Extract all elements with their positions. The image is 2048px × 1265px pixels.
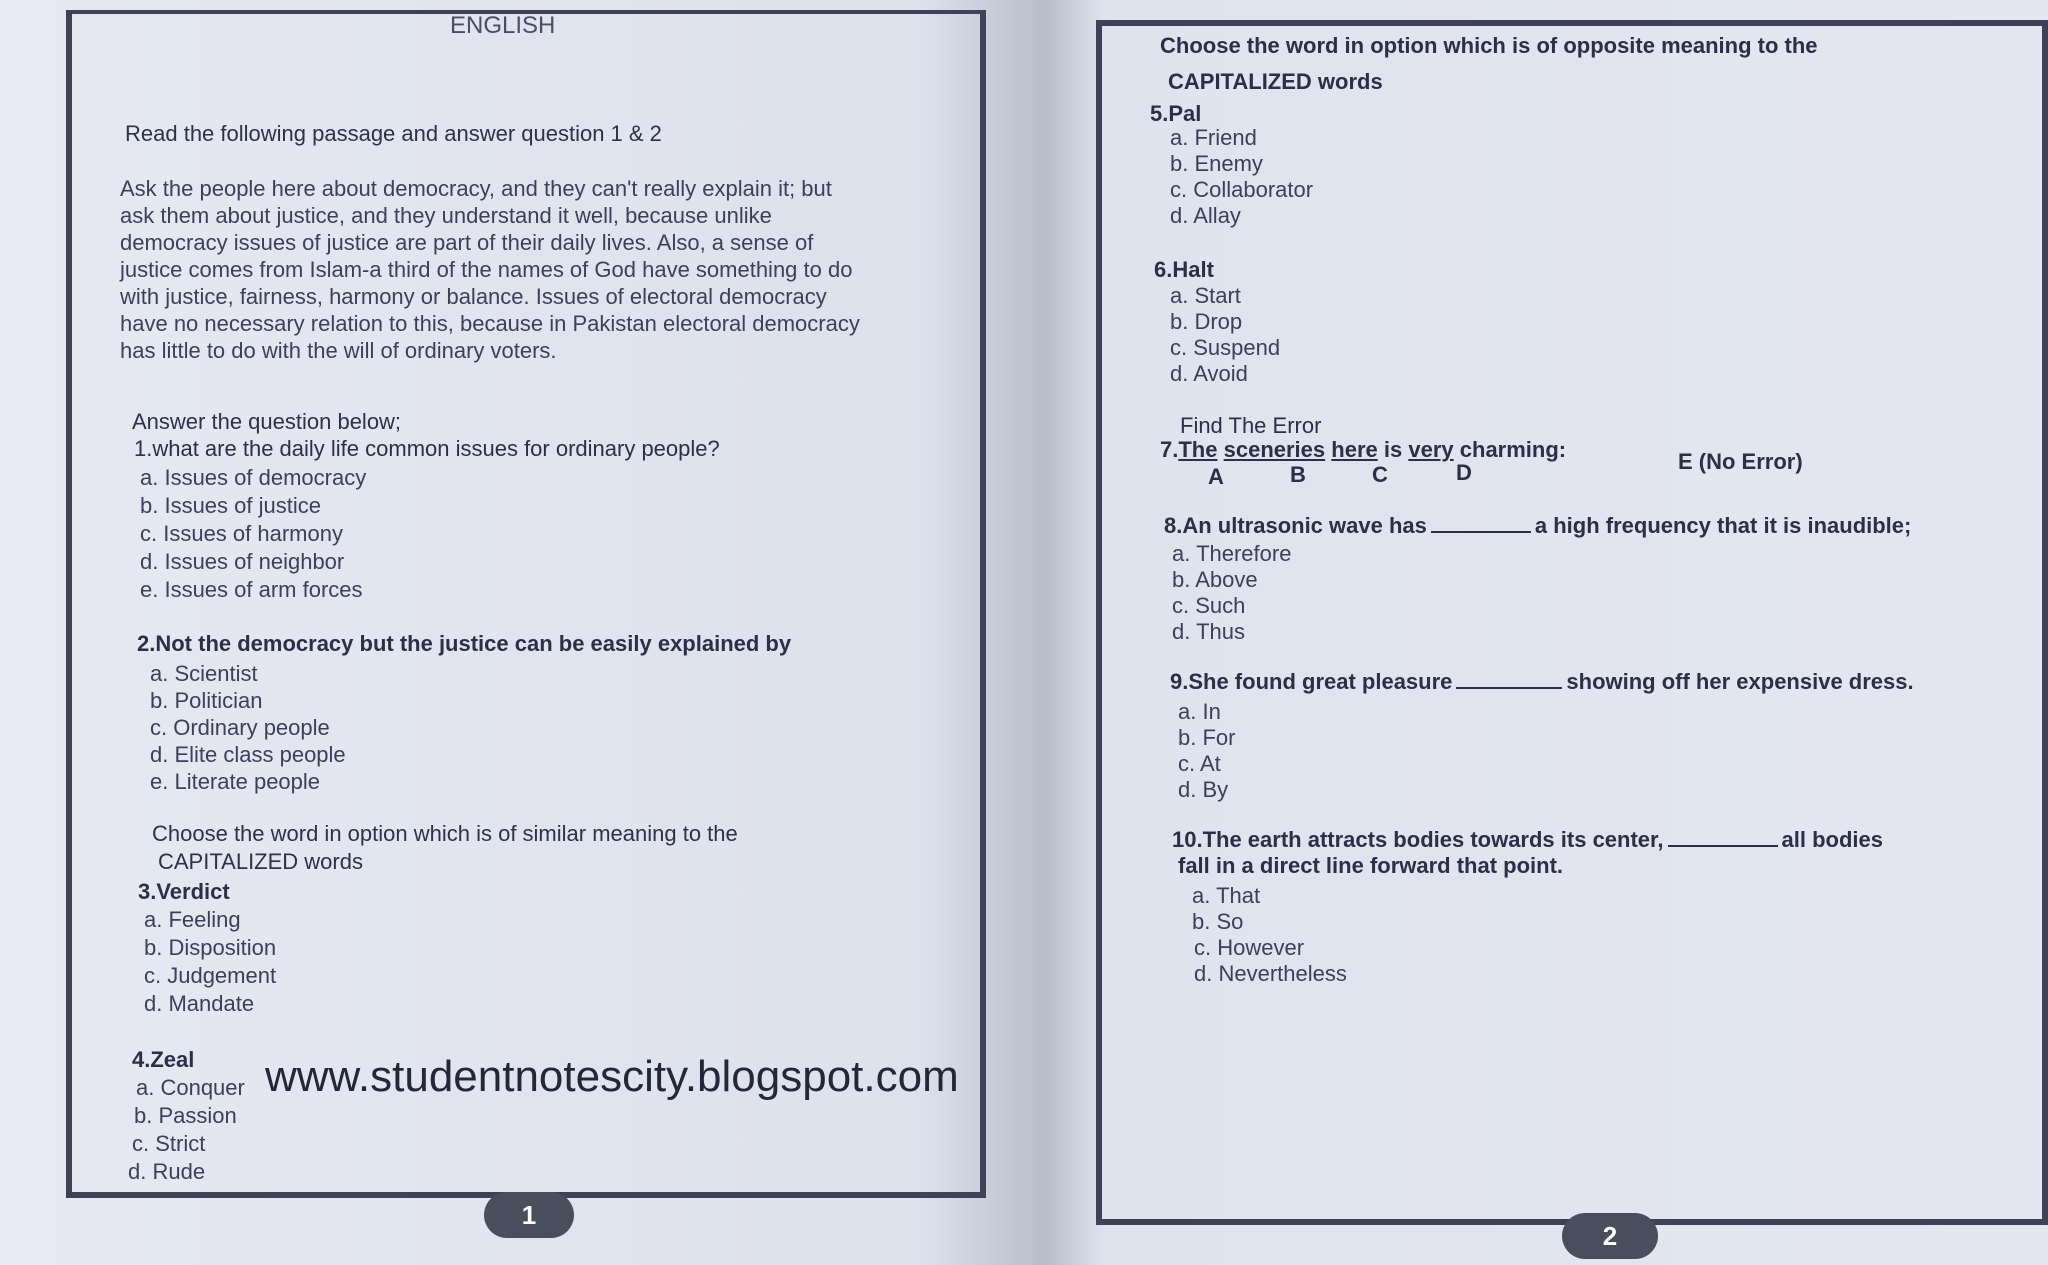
q1-option-c: c. Issues of harmony [140,521,343,546]
q4-option-a: a. Conquer [136,1075,245,1100]
q9-blank [1456,687,1562,689]
q5-option-c: c. Collaborator [1170,177,1314,202]
q2-option-c: c. Ordinary people [150,715,330,740]
q10-option-a: a. That [1192,883,1261,908]
q5-option-d: d. Allay [1170,203,1241,228]
q8-option-d: d. Thus [1172,619,1245,644]
q1-option-b: b. Issues of justice [140,493,321,518]
q5-option-a: a. Friend [1170,125,1257,150]
similar-instruction-line2: CAPITALIZED words [158,849,363,874]
q6-option-c: c. Suspend [1170,335,1281,360]
passage-line: ask them about justice, and they understand it well, because unlike [120,203,772,228]
q2-option-b: b. Politician [150,688,263,713]
question-1: 1.what are the daily life common issues for ordinary people? [134,436,720,461]
q2-option-e: e. Literate people [150,769,321,794]
q10-part2: all bodies [1781,827,1883,852]
q9-part2: showing off her expensive dress. [1566,669,1914,694]
passage-line: have no necessary relation to this, because in Pakistan electoral democracy [120,311,860,336]
q7-letter-a: A [1208,464,1224,489]
question-4: 4.Zeal [132,1047,195,1072]
q7-letter-c: C [1372,462,1388,487]
q7-word-is: is [1383,437,1403,462]
passage [120,175,860,364]
q6-option-d: d. Avoid [1170,361,1248,386]
q7-letter-b: B [1290,462,1306,487]
q9-option-c: c. At [1178,751,1221,776]
passage-line: Ask the people here about democracy, and they can't really explain it; but [120,176,832,201]
q7-segment-c: here [1331,437,1378,462]
q7-segment-b: sceneries [1223,437,1326,462]
q1-option-d: d. Issues of neighbor [140,549,345,574]
q6-option-a: a. Start [1170,283,1241,308]
passage-line: has little to do with the will of ordinary voters. [120,338,557,363]
q4-option-c: c. Strict [132,1131,206,1156]
question-3: 3.Verdict [138,879,230,904]
q9-part1: 9.She found great pleasure [1170,669,1453,694]
q2-option-a: a. Scientist [150,661,258,686]
question-8 [1164,512,1911,539]
q7-number: 7. [1160,437,1179,462]
q7-segment-d: very [1408,437,1454,462]
q4-option-b: b. Passion [134,1103,237,1128]
question-2: 2.Not the democracy but the justice can be easily explained by [137,631,792,656]
passage-line: democracy issues of justice are part of their daily lives. Also, a sense of [120,230,814,255]
q9-option-a: a. In [1178,699,1221,724]
q9-option-d: d. By [1178,777,1229,802]
q7-letter-d: D [1456,460,1472,485]
passage-instruction: Read the following passage and answer question 1 & 2 [125,121,662,146]
question-6: 6.Halt [1154,257,1214,282]
answer-heading: Answer the question below; [132,409,402,434]
q6-option-b: b. Drop [1170,309,1243,334]
passage-line: justice comes from Islam-a third of the names of God have something to do [120,257,853,282]
q1-option-a: a. Issues of democracy [140,465,367,490]
q8-option-b: b. Above [1172,567,1258,592]
opposite-instruction-line1: Choose the word in option which is of opposite meaning to the [1160,33,1818,58]
question-9 [1170,668,1914,695]
page-number-2: 2 [1562,1213,1658,1259]
similar-instruction-line1: Choose the word in option which is of similar meaning to the [152,821,738,846]
q8-blank [1431,531,1531,533]
q10-option-c: c. However [1194,935,1305,960]
q4-option-d: d. Rude [128,1159,206,1184]
q9-option-b: b. For [1178,725,1236,750]
q10-option-b: b. So [1192,909,1244,934]
q3-option-a: a. Feeling [144,907,241,932]
opposite-instruction-line2: CAPITALIZED words [1168,69,1383,94]
q7-tail: charming: [1459,437,1567,462]
q3-option-d: d. Mandate [144,991,255,1016]
q7-option-e: E (No Error) [1678,449,1803,474]
q5-option-b: b. Enemy [1170,151,1263,176]
q10-part1: 10.The earth attracts bodies towards its center, [1172,827,1664,852]
question-7 [1160,436,1566,463]
q8-option-a: a. Therefore [1172,541,1292,566]
page-number-1: 1 [484,1192,574,1238]
subject-title: ENGLISH [450,12,556,39]
page-2 [1040,0,2048,1265]
question-5: 5.Pal [1150,101,1202,126]
q8-part2: a high frequency that it is inaudible; [1534,513,1912,538]
question-10-line2: fall in a direct line forward that point. [1178,853,1564,878]
q10-blank [1668,845,1778,847]
passage-line: with justice, fairness, harmony or balance. Issues of electoral democracy [120,284,827,309]
error-heading: Find The Error [1180,413,1322,438]
q3-option-c: c. Judgement [144,963,277,988]
q7-segment-a: The [1178,437,1218,462]
q8-part1: 8.An ultrasonic wave has [1164,513,1427,538]
q2-option-d: d. Elite class people [150,742,346,767]
q1-option-e: e. Issues of arm forces [140,577,363,602]
q10-option-d: d. Nevertheless [1194,961,1347,986]
website-watermark: www.studentnotescity.blogspot.com [265,1052,959,1101]
question-10-line1 [1172,826,1883,853]
q8-option-c: c. Such [1172,593,1246,618]
q3-option-b: b. Disposition [144,935,277,960]
